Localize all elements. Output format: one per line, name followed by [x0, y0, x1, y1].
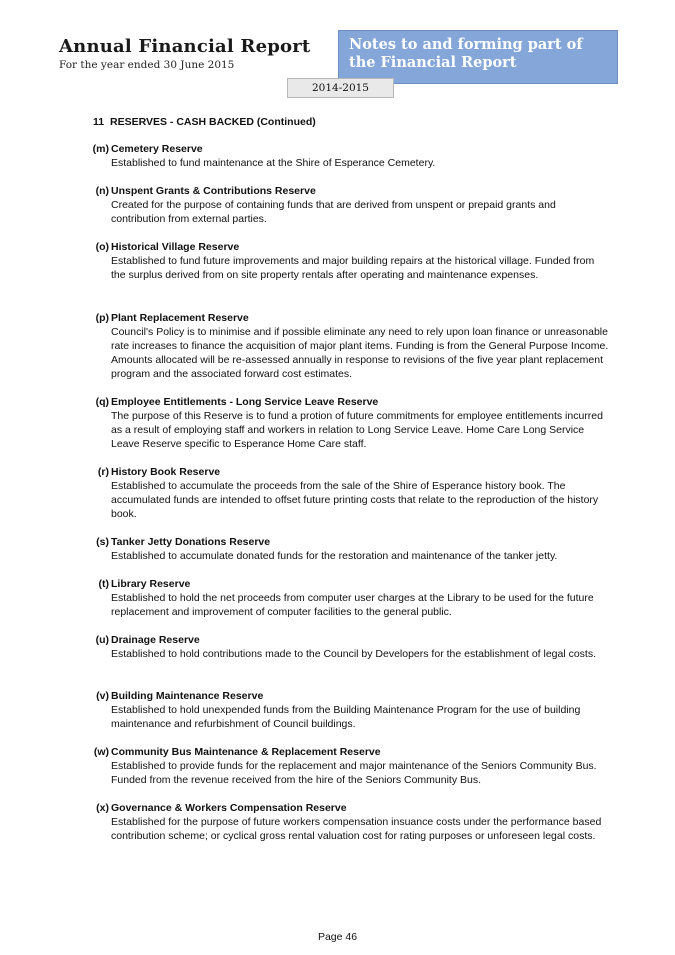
reserve-description: Created for the purpose of containing funds that are derived from unspent or prepaid grants and contribution from external parties.	[111, 199, 556, 225]
reserve-letter: (q)	[95, 396, 109, 408]
reserve-heading: Cemetery Reserve	[111, 143, 203, 155]
reserve-heading: History Book Reserve	[111, 466, 221, 478]
year-tab: 2014-2015	[287, 78, 394, 98]
reserve-heading: Historical Village Reserve	[111, 241, 240, 253]
reserve-heading: Library Reserve	[111, 578, 191, 590]
notes-title: Notes to and forming part of the Financial Report	[349, 36, 583, 71]
reserve-heading: Drainage Reserve	[111, 634, 200, 646]
reserve-description: Established to accumulate donated funds for the restoration and maintenance of the tanker jetty.	[111, 550, 558, 562]
page-number: Page 46	[317, 931, 358, 943]
section-number: 11	[93, 116, 105, 128]
reserve-letter: (r)	[97, 466, 109, 478]
reserve-heading: Community Bus Maintenance & Replacement Reserve	[111, 746, 381, 758]
report-subtitle: For the year ended 30 June 2015	[59, 59, 235, 71]
reserve-description: Established to fund future improvements and major building repairs at the historical village. Funded from the surplus derived from on site property rentals after operating and maintenance expenses.	[111, 255, 595, 281]
reserve-description: Council's Policy is to minimise and if possible eliminate any need to rely upon loan finance or unreasonable rate increases to finance the acquisition of major plant items. Funding is from the General Purpose Income. Amounts allocated will be re-assessed annually in response to revisions of the five year plant replacement program and the associated forward cost estimates.	[111, 326, 609, 380]
reserve-item-m	[80, 142, 610, 170]
reserve-item-q	[80, 395, 610, 451]
report-header	[59, 36, 310, 71]
reserve-description: The purpose of this Reserve is to fund a protion of future commitments for employee entitlements incurred as a result of employing staff and workers in relation to Long Service Leave. Home Care Long Service Leave Reserve specific to Esperance Home Care staff.	[111, 410, 603, 450]
reserve-letter: (x)	[96, 802, 109, 814]
reserve-letter: (u)	[95, 634, 109, 646]
reserve-heading: Unspent Grants & Contributions Reserve	[111, 185, 316, 197]
reserve-description: Established to hold unexpended funds from the Building Maintenance Program for the use of building maintenance and refurbishment of Council buildings.	[111, 704, 581, 730]
reserve-description: Established to fund maintenance at the Shire of Esperance Cemetery.	[111, 157, 436, 169]
reserve-item-n	[80, 184, 610, 226]
reserve-heading: Governance & Workers Compensation Reserve	[111, 802, 347, 814]
reserve-item-x	[80, 801, 610, 843]
reserve-heading: Building Maintenance Reserve	[111, 690, 264, 702]
reserve-letter: (w)	[93, 746, 109, 758]
reserve-letter: (o)	[95, 241, 109, 253]
reserve-letter: (t)	[98, 578, 109, 590]
notes-title-box	[338, 30, 618, 84]
reserve-letter: (s)	[96, 536, 109, 548]
section-title: RESERVES - CASH BACKED (Continued)	[110, 116, 316, 128]
reserve-letter: (p)	[95, 312, 109, 324]
reserve-description: Established to hold contributions made to the Council by Developers for the establishment of legal costs.	[111, 648, 597, 660]
reserve-item-p	[80, 311, 610, 381]
reserve-item-r	[80, 465, 610, 521]
reserve-item-s	[80, 535, 610, 563]
reserve-heading: Tanker Jetty Donations Reserve	[111, 536, 271, 548]
reserve-item-w	[80, 745, 610, 787]
reserve-letter: (m)	[92, 143, 109, 155]
reserve-item-o	[80, 240, 610, 282]
reserve-letter: (n)	[95, 185, 109, 197]
reserve-description: Established to provide funds for the replacement and major maintenance of the Seniors Community Bus. Funded from the revenue received from the hire of the Seniors Community Bus.	[111, 760, 597, 786]
reserve-letter: (v)	[96, 690, 109, 702]
report-title: Annual Financial Report	[59, 36, 311, 57]
reserve-heading: Employee Entitlements - Long Service Leave Reserve	[111, 396, 379, 408]
reserve-item-v	[80, 689, 610, 731]
reserve-item-t	[80, 577, 610, 619]
reserve-description: Established to hold the net proceeds from computer user charges at the Library to be used for the future replacement and improvement of computer facilities to the general public.	[111, 592, 594, 618]
reserve-item-u	[80, 633, 610, 661]
section-heading	[93, 116, 316, 128]
reserve-heading: Plant Replacement Reserve	[111, 312, 249, 324]
reserve-description: Established to accumulate the proceeds from the sale of the Shire of Esperance history book. The accumulated funds are intended to offset future printing costs that relate to the reproduction of the history book.	[111, 480, 599, 520]
reserve-description: Established for the purpose of future workers compensation insuance costs under the performance based contribution scheme; or cyclical gross rental valuation cost for rating purposes or unforeseen legal costs.	[111, 816, 602, 842]
